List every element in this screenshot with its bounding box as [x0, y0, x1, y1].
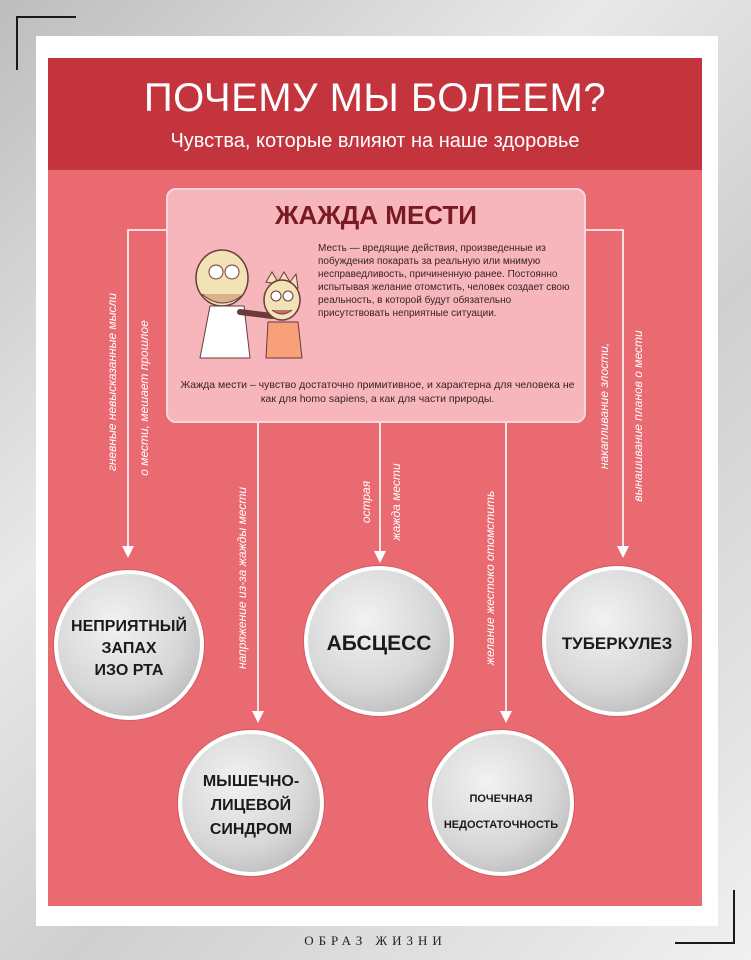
disease-kidney-label: ПОЧЕЧНАЯ НЕДОСТАТОЧНОСТЬ	[443, 793, 559, 831]
caption-right-2: вынашивание планов о мести	[631, 330, 645, 502]
poster	[48, 58, 702, 906]
poster-title: ПОЧЕМУ МЫ БОЛЕЕМ?	[143, 76, 607, 120]
disease-muscle-facial	[178, 730, 324, 876]
box-footnote: Жажда мести – чувство достаточно примитивное, и характерна для человека не как для homo sapiens, а как для части природы.	[180, 379, 575, 405]
disease-abscess-label: АБСЦЕСС	[326, 632, 432, 655]
brand-caption: ОБРАЗ ЖИЗНИ	[304, 933, 447, 948]
disease-abscess	[304, 566, 454, 716]
caption-left-2: о мести, мешает прошлое	[137, 320, 151, 476]
disease-tuberculosis-label: ТУБЕРКУЛЕЗ	[561, 634, 673, 653]
connector-lines	[48, 58, 702, 906]
caption-left-1: гневные невысказанные мысли	[105, 292, 119, 472]
arrow-right	[617, 546, 629, 558]
arrow-center-left	[252, 711, 264, 723]
caption-center-1: острая	[359, 480, 373, 524]
revenge-info-box	[166, 188, 586, 423]
arrow-center-right	[500, 711, 512, 723]
caption-right-1: накапливание злости,	[597, 342, 611, 470]
caption-center-right: желание жестоко отомстить	[483, 490, 497, 666]
disease-muscle-facial-label: МЫШЕЧНО- ЛИЦЕВОЙ СИНДРОМ	[202, 773, 300, 838]
box-description: Месть — вредящие действия, произведенные из побуждения покарать за реальную или мнимую несправедливость, причиненную ранее. Постоянно испытывая желание отомстить, человек создает свою реальность, в которой будут обязательно присутствовать неприятные ситуации.	[318, 243, 570, 319]
disease-kidney	[428, 730, 574, 876]
caption-center-2: жажда мести	[389, 463, 403, 541]
cartoon-illustration	[180, 242, 312, 360]
disease-bad-breath-label: НЕПРИЯТНЫЙ ЗАПАХ ИЗО РТА	[71, 618, 187, 679]
box-title: ЖАЖДА МЕСТИ	[275, 200, 477, 230]
arrow-center	[374, 551, 386, 563]
disease-tuberculosis	[542, 566, 692, 716]
disease-bad-breath	[54, 570, 204, 720]
arrow-left	[122, 546, 134, 558]
poster-subtitle: Чувства, которые влияют на наше здоровье	[170, 130, 580, 152]
caption-center-left: напряжение из-за жажды мести	[235, 486, 249, 670]
